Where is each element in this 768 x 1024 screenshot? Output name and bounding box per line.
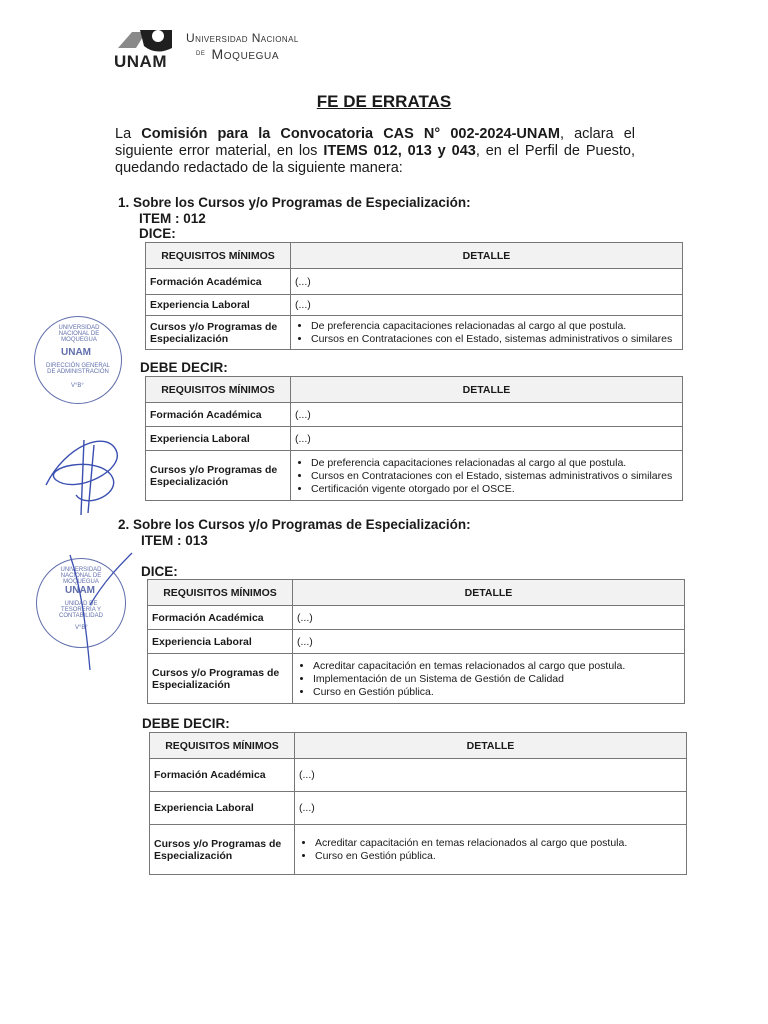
university-logo bbox=[112, 26, 342, 72]
list-item: • Acreditar capacitación en temas relacionados al cargo que postula. bbox=[315, 837, 682, 849]
row-experiencia: Experiencia Laboral bbox=[146, 295, 291, 316]
list-item: • Certificación vigente otorgado por el OSCE. bbox=[311, 483, 678, 495]
row-bullets bbox=[295, 825, 687, 875]
section2-heading: 2. Sobre los Cursos y/o Programas de Especialización: bbox=[118, 517, 471, 532]
intro-text: La bbox=[115, 126, 142, 142]
row-experiencia: Experiencia Laboral bbox=[148, 630, 293, 654]
logo-abbreviation: UNAM bbox=[114, 52, 167, 71]
university-name-line1: Universidad Nacional bbox=[186, 31, 299, 45]
header-detalle: DETALLE bbox=[291, 243, 683, 269]
signature-icon bbox=[36, 425, 136, 520]
header-detalle: DETALLE bbox=[291, 377, 683, 403]
row-formacion: Formación Académica bbox=[146, 269, 291, 295]
row-cursos: Cursos y/o Programas de Especialización bbox=[150, 825, 295, 875]
university-name-city: Moquegua bbox=[211, 46, 280, 62]
seal-text: UNAM bbox=[65, 585, 95, 596]
row-value: (...) bbox=[291, 295, 683, 316]
row-formacion: Formación Académica bbox=[146, 403, 291, 427]
header-requisitos: REQUISITOS MÍNIMOS bbox=[150, 733, 295, 759]
row-formacion: Formación Académica bbox=[150, 759, 295, 792]
section2-dice-label: DICE: bbox=[141, 564, 178, 579]
section1-heading: 1. Sobre los Cursos y/o Programas de Especialización: bbox=[118, 195, 471, 210]
row-experiencia: Experiencia Laboral bbox=[146, 427, 291, 451]
row-value: (...) bbox=[291, 427, 683, 451]
row-bullets bbox=[291, 451, 683, 501]
list-item: • De preferencia capacitaciones relacionadas al cargo al que postula. bbox=[311, 457, 678, 469]
list-item: • Implementación de un Sistema de Gestión de Calidad bbox=[313, 673, 680, 685]
seal-text: UNAM bbox=[61, 347, 91, 358]
row-value: (...) bbox=[291, 269, 683, 295]
row-cursos: Cursos y/o Programas de Especialización bbox=[146, 316, 291, 350]
header-requisitos: REQUISITOS MÍNIMOS bbox=[146, 243, 291, 269]
seal-text: V°B° bbox=[71, 383, 84, 389]
list-item: • Cursos en Contrataciones con el Estado, sistemas administrativos o similares bbox=[311, 470, 678, 482]
row-value: (...) bbox=[293, 606, 685, 630]
seal-text: UNIDAD DE TESORERÍA Y CONTABILIDAD bbox=[59, 601, 103, 619]
header-requisitos: REQUISITOS MÍNIMOS bbox=[148, 580, 293, 606]
section2-debe-table bbox=[149, 732, 687, 875]
intro-commission: Comisión para la Convocatoria CAS N° 002-2024-UNAM bbox=[141, 126, 560, 142]
administration-seal bbox=[34, 316, 122, 404]
list-item: • De preferencia capacitaciones relacionadas al cargo al que postula. bbox=[311, 320, 678, 332]
header-detalle: DETALLE bbox=[293, 580, 685, 606]
row-bullets bbox=[293, 654, 685, 704]
row-value: (...) bbox=[295, 759, 687, 792]
intro-text: , en el Perfil de Puesto, quedando redactado de la siguiente manera: bbox=[115, 143, 636, 176]
row-cursos: Cursos y/o Programas de Especialización bbox=[146, 451, 291, 501]
intro-text: , aclara el siguiente error material, en los bbox=[115, 126, 635, 159]
row-value: (...) bbox=[295, 792, 687, 825]
section1-debe-table bbox=[145, 376, 683, 501]
list-item: • Curso en Gestión pública. bbox=[315, 850, 682, 862]
header-requisitos: REQUISITOS MÍNIMOS bbox=[146, 377, 291, 403]
row-bullets bbox=[291, 316, 683, 350]
university-name-prefix: de bbox=[196, 47, 206, 57]
section2-debe-label: DEBE DECIR: bbox=[142, 716, 230, 731]
seal-text: V°B° bbox=[75, 625, 88, 631]
header-detalle: DETALLE bbox=[295, 733, 687, 759]
section2-dice-table bbox=[147, 579, 685, 704]
list-item: • Cursos en Contrataciones con el Estado, sistemas administrativos o similares bbox=[311, 333, 678, 345]
list-item: • Curso en Gestión pública. bbox=[313, 686, 680, 698]
section1-item: ITEM : 012 bbox=[139, 211, 206, 226]
section1-debe-label: DEBE DECIR: bbox=[140, 360, 228, 375]
seal-text: DIRECCIÓN GENERAL DE ADMINISTRACIÓN bbox=[45, 363, 110, 375]
row-cursos: Cursos y/o Programas de Especialización bbox=[148, 654, 293, 704]
section1-dice-table bbox=[145, 242, 683, 350]
university-name-line2 bbox=[196, 46, 279, 62]
row-value: (...) bbox=[291, 403, 683, 427]
row-formacion: Formación Académica bbox=[148, 606, 293, 630]
list-item: • Acreditar capacitación en temas relacionados al cargo que postula. bbox=[313, 660, 680, 672]
seal-text: UNIVERSIDAD NACIONAL DE MOQUEGUA bbox=[58, 325, 100, 343]
section1-dice-label: DICE: bbox=[139, 226, 176, 241]
row-experiencia: Experiencia Laboral bbox=[150, 792, 295, 825]
intro-paragraph bbox=[115, 126, 635, 177]
signature-icon bbox=[60, 545, 140, 675]
intro-items: ITEMS 012, 013 y 043 bbox=[323, 143, 476, 159]
section2-item: ITEM : 013 bbox=[141, 533, 208, 548]
row-value: (...) bbox=[293, 630, 685, 654]
document-title: FE DE ERRATAS bbox=[316, 92, 452, 111]
seal-text: UNIVERSIDAD NACIONAL DE MOQUEGUA bbox=[60, 567, 102, 585]
